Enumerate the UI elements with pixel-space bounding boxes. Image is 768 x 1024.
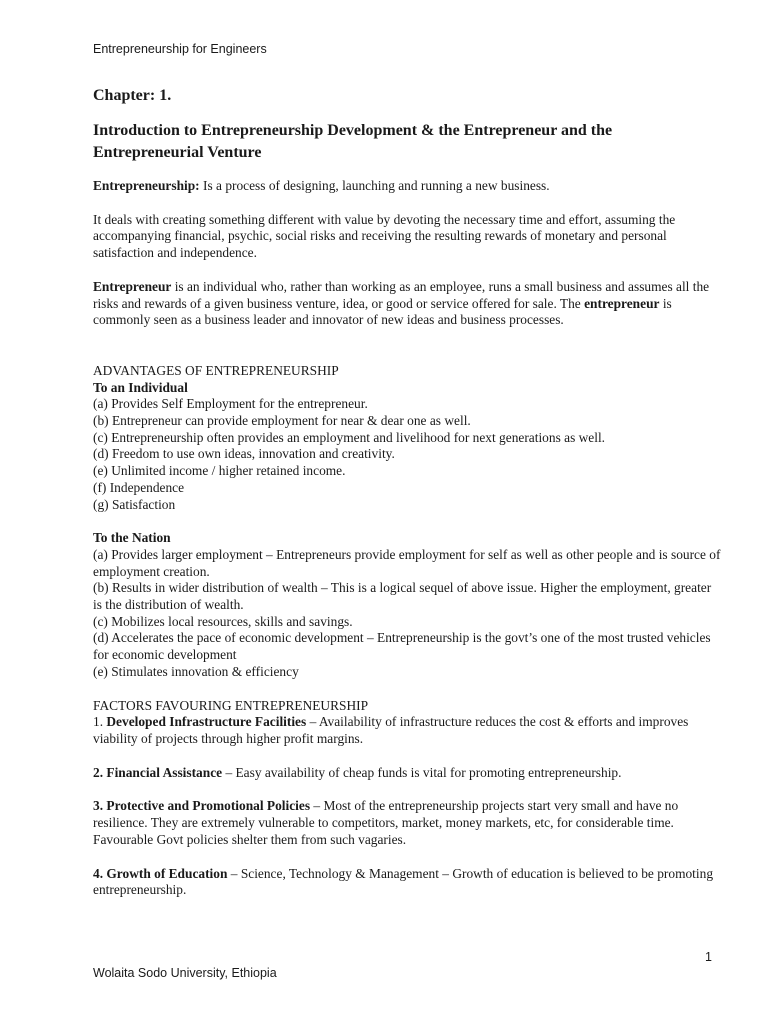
paragraph-entrepreneur (93, 279, 721, 329)
factor-text: – Availability of infrastructure reduces the cost & efforts and improves viability of projects through higher profit margins. (93, 714, 689, 746)
definition-text: Is a process of designing, launching and running a new business. (199, 178, 550, 193)
individual-item: (f) Independence (93, 479, 185, 495)
factor-prefix: 1. (93, 714, 107, 730)
factors-heading: FACTORS FAVOURING ENTREPRENEURSHIP (93, 697, 369, 713)
factor-term: Developed Infrastructure Facilities (106, 714, 307, 730)
individual-item: (c) Entrepreneurship often provides an employment and livelihood for next generations as well. (93, 429, 606, 445)
factor-item (93, 798, 721, 848)
entrepreneur-text-1: is an individual who, rather than working as an employee, runs a small business and assumes all the risks and rewards of a given business venture, idea, or good or service offered for sale. The (93, 278, 710, 311)
running-header: Entrepreneurship for Engineers (93, 42, 267, 56)
factor-term: 3. Protective and Promotional Policies (93, 798, 311, 814)
running-footer: Wolaita Sodo University, Ethiopia (93, 966, 277, 980)
advantages-heading: ADVANTAGES OF ENTREPRENEURSHIP (93, 362, 339, 378)
individual-item: (e) Unlimited income / higher retained income. (93, 463, 346, 479)
definition-term: Entrepreneurship: (93, 178, 200, 193)
chapter-label: Chapter: 1. (93, 87, 172, 104)
chapter-title: Introduction to Entrepreneurship Development & the Entrepreneur and the Entrepreneurial Venture (93, 122, 613, 161)
nation-heading: To the Nation (93, 530, 171, 546)
individual-item: (g) Satisfaction (93, 496, 176, 512)
definition-paragraph (93, 178, 721, 195)
advantages-section (93, 363, 721, 681)
factor-text: – Most of the entrepreneurship projects start very small and have no resilience. They are extremely vulnerable to competitors, market, money markets, etc, for considerable time. Favourable Govt policies shelter them from such vagaries. (93, 798, 679, 847)
individual-item: (b) Entrepreneur can provide employment for near & dear one as well. (93, 413, 471, 429)
nation-item: (e) Stimulates innovation & efficiency (93, 663, 299, 679)
nation-item: (b) Results in wider distribution of wealth – This is a logical sequel of above issue. Higher the employment, greater is the distribution of wealth. (93, 580, 712, 613)
factor-item (93, 765, 721, 782)
entrepreneur-term: Entrepreneur (93, 278, 172, 294)
individual-item: (d) Freedom to use own ideas, innovation and creativity. (93, 446, 395, 462)
nation-item: (c) Mobilizes local resources, skills and savings. (93, 613, 353, 629)
factor-term: 4. Growth of Education (93, 865, 228, 881)
factor-text: – Easy availability of cheap funds is vital for promoting entrepreneurship. (222, 764, 622, 780)
factors-section (93, 698, 721, 899)
page-number: 1 (705, 950, 712, 964)
individual-heading: To an Individual (93, 379, 188, 395)
factor-item (93, 714, 721, 747)
paragraph-value-creation: It deals with creating something different with value by devoting the necessary time and effort, assuming the accompanying financial, psychic, social risks and receiving the resulting rewards of monetary and personal satisfaction and independence. (93, 211, 676, 261)
factor-term: 2. Financial Assistance (93, 764, 223, 780)
entrepreneur-text-2: is commonly seen as a business leader and innovator of new ideas and business processes. (93, 295, 672, 328)
factor-item (93, 866, 721, 899)
entrepreneur-term-2: entrepreneur (584, 295, 660, 311)
individual-item: (a) Provides Self Employment for the entrepreneur. (93, 396, 368, 412)
nation-item: (d) Accelerates the pace of economic development – Entrepreneurship is the govt’s one of the most trusted vehicles for economic development (93, 630, 711, 663)
factor-text: – Science, Technology & Management – Growth of education is believed to be promoting entrepreneurship. (93, 865, 714, 898)
page-body (93, 86, 721, 899)
nation-item: (a) Provides larger employment – Entrepreneurs provide employment for self as well as other people and is source of employment creation. (93, 546, 721, 579)
